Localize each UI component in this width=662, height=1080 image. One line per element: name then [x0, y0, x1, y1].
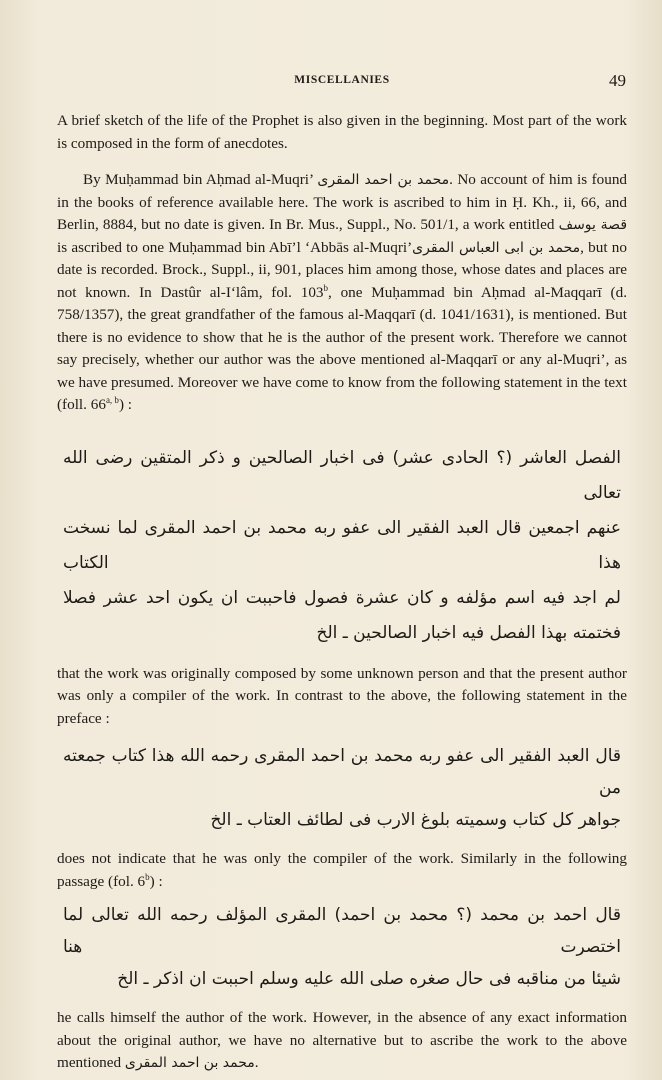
- paragraph-2-text-a: By Muḥammad bin Aḥmad al-Muqri’: [83, 171, 313, 188]
- arabic-quote-1-line-1: الفصل العاشر (؟ الحادی عشر) فی اخبار الصالحین و ذکر المتقین رضی الله تعالی: [63, 447, 621, 503]
- arabic-quote-1-line-3: لم اجد فیه اسم مؤلفه و کان عشرة فصول فاحببت ان یکون احد عشر فصلا: [63, 587, 621, 608]
- paragraph-3: that the work was originally composed by some unknown person and that the present author was only a compiler of the work. In contrast to the above, the following statement in the preface :: [57, 664, 627, 727]
- paragraph-2-text-b: . No account of him is found in the books of reference available here. The work is ascribed to him in Ḥ. Kh., ii, 66, and Berlin, 8884, but no date is given. In Br. Mus., Suppl., No. 501/1, a work entitled: [57, 171, 628, 233]
- arabic-name-inline: محمد بن احمد المقری: [317, 172, 450, 188]
- arabic-quote-2-line-1: قال العبد الفقیر الی عفو ربه محمد بن احمد المقری رحمه الله هذا کتاب جمعته من: [63, 746, 621, 798]
- paragraph-5-text-b: .: [254, 1054, 259, 1071]
- arabic-quote-2-line-2: جواهر کل کتاب وسمیته بلوغ الارب فی لطائف العتاب ـ الخ: [210, 810, 621, 830]
- arabic-quote-3-line-2: شیئا من مناقبه فی حال صغره صلی الله علیه وسلم احببت ان اذکر ـ الخ: [117, 969, 621, 989]
- paragraph-4-text-b: ) :: [149, 872, 163, 890]
- arabic-quote-1-line-2: عنهم اجمعین قال العبد الفقیر الی عفو ربه محمد بن احمد المقری لما نسخت هذا الکتاب: [63, 517, 621, 573]
- page-body: [57, 110, 627, 1075]
- arabic-quote-2: [57, 740, 627, 836]
- page-header: [58, 71, 626, 96]
- paragraph-2-text-f: ) :: [118, 396, 133, 413]
- superscript-b-2: b: [145, 871, 150, 882]
- arabic-quote-1: [57, 441, 627, 651]
- paragraph-2: [57, 169, 627, 417]
- running-title: MISCELLANIES: [294, 74, 390, 86]
- paragraph-4-text-a: does not indicate that he was only the compiler of the work. Similarly in the following passage (fol. 6: [57, 850, 627, 890]
- arabic-quote-3: [57, 899, 627, 995]
- arabic-quote-1-line-4: فختمته بهذا الفصل فیه اخبار الصالحین ـ الخ: [316, 622, 621, 643]
- page-number: 49: [609, 71, 626, 90]
- paragraph-4: [57, 848, 627, 893]
- paragraph-5: [57, 1007, 627, 1075]
- superscript-b: b: [323, 282, 329, 293]
- arabic-quote-3-line-1: قال احمد بن محمد (؟ محمد بن احمد) المقری المؤلف رحمه الله تعالی لما اختصرت هنا: [63, 905, 621, 957]
- paragraph-2-text-e: , one Muḥammad bin Aḥmad al-Maqqarī (d. 758/1357), the great grandfather of the famous al-Maqqarī (d. 1041/1631), is mentioned. But there is no evidence to show that he is the author of the present work. Therefore we cannot say precisely, whether our author was the above mentioned al-Maqqarī or any al-Muqri’, as we have presumed. Moreover we have come to know from the following statement in the text (foll. 66: [57, 283, 627, 413]
- paragraph-2-text-d: , but no date is recorded. Brock., Suppl., ii, 901, places him among those, whose dates and places are not known. In Dastûr al-I‘lâm, fol. 103: [57, 238, 627, 301]
- arabic-name-inline-2: محمد بن ابی العباس المقری: [412, 239, 581, 256]
- arabic-name-inline-3: محمد بن احمد المقری: [124, 1055, 255, 1071]
- paragraph-5-text-a: he calls himself the author of the work. However, in the absence of any exact information about the original author, we have no alternative but to ascribe the work to the above mentioned: [57, 1009, 627, 1071]
- paragraph-2-text-c: is ascribed to one Muḥammad bin Abī’l ‘Abbās al-Muqri’: [57, 238, 413, 256]
- arabic-title-inline: قصة یوسف: [558, 217, 628, 233]
- superscript-ab: a, b: [105, 394, 119, 405]
- paragraph-1: A brief sketch of the life of the Prophet is also given in the beginning. Most part of the work is composed in the form of anecdotes.: [57, 112, 627, 152]
